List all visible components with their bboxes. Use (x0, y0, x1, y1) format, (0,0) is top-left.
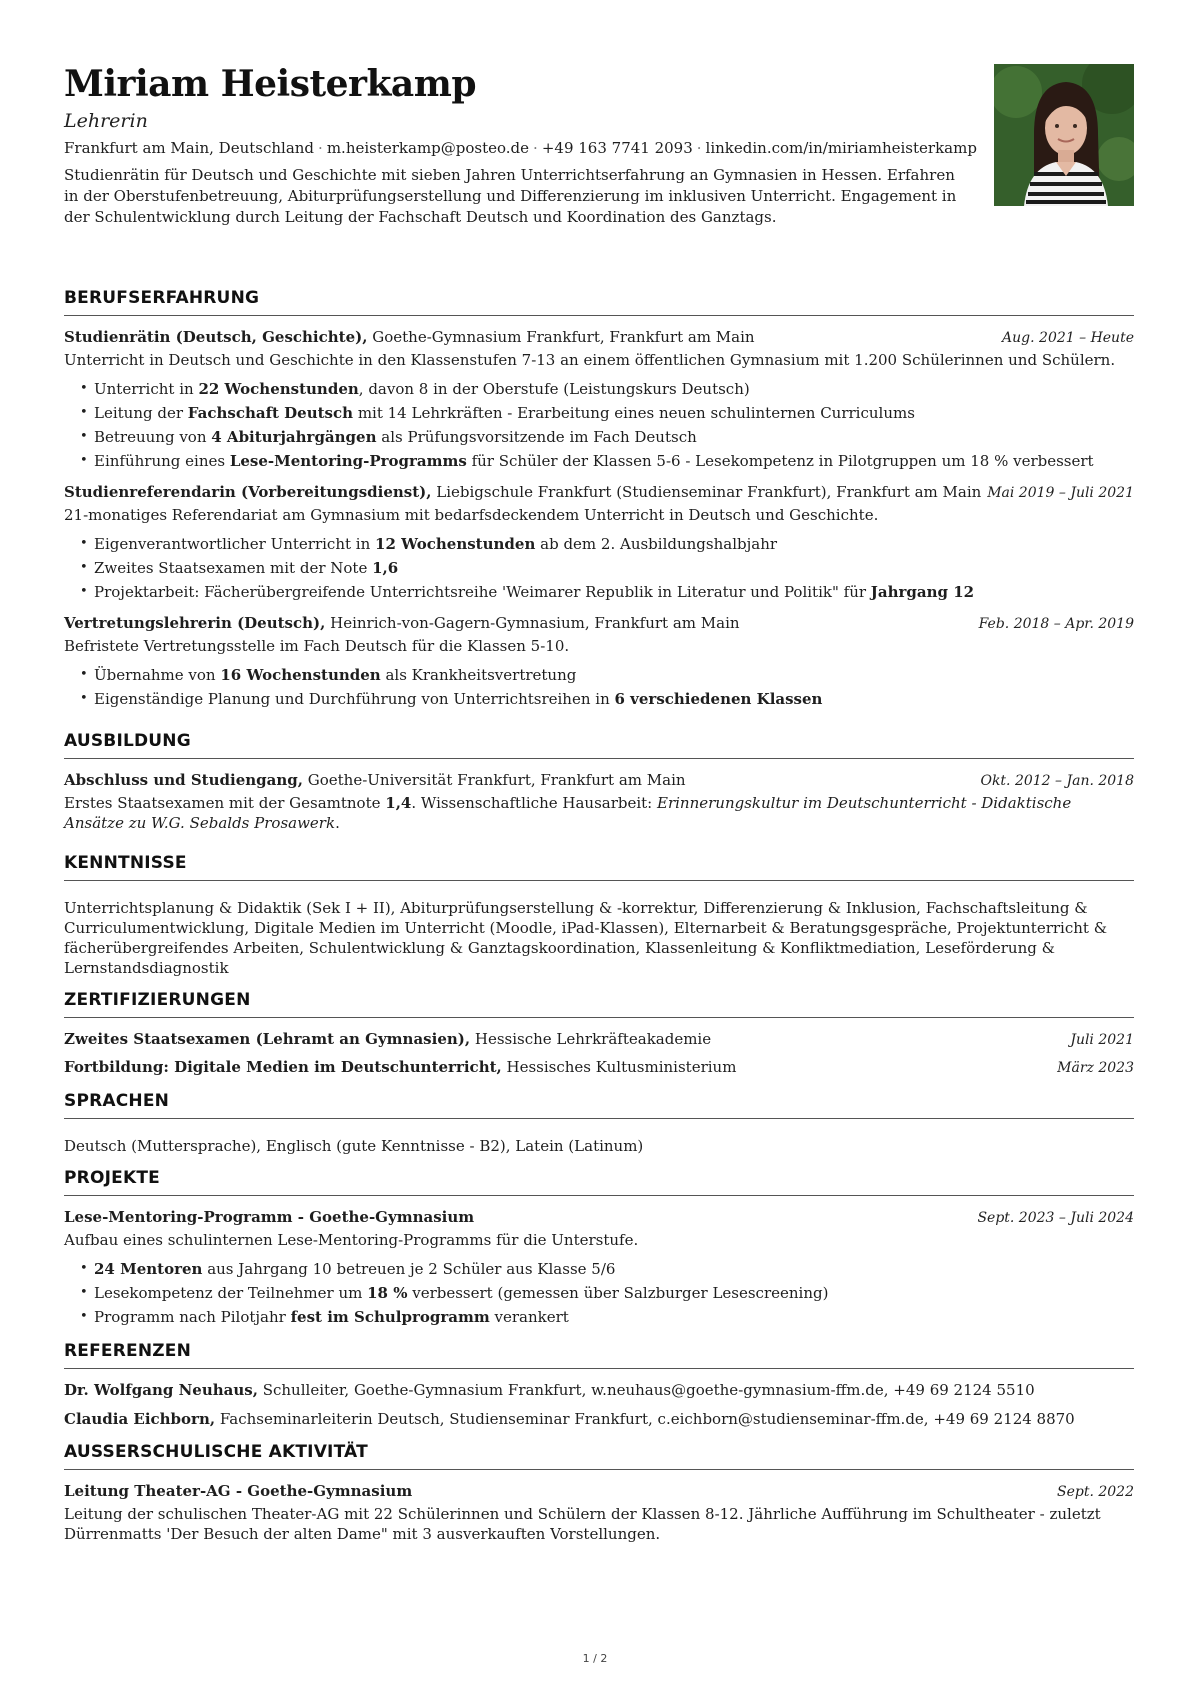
entry-date: Mai 2019 – Juli 2021 (987, 485, 1134, 501)
contact-line (64, 137, 1134, 159)
entry-org: Heinrich-von-Gagern-Gymnasium, Frankfurt am Main (325, 614, 740, 632)
final-grade: 1,4 (385, 794, 412, 812)
entry-date: Aug. 2021 – Heute (1002, 330, 1134, 346)
section-heading: PROJEKTE (64, 1166, 1134, 1196)
project-title: Lese-Mentoring-Programm - Goethe-Gymnasium (64, 1208, 475, 1226)
reference-details: Schulleiter, Goethe-Gymnasium Frankfurt, w.neuhaus@goethe-gymnasium-ffm.de, +49 69 2124 5510 (257, 1381, 1035, 1399)
emphasis-text: Fachschaft Deutsch (187, 404, 354, 422)
bullet-item: • Eigenverantwortlicher Unterricht in 12 Wochenstunden ab dem 2. Ausbildungshalbjahr (80, 532, 1134, 556)
separator: · (318, 139, 323, 157)
skills-text: Unterrichtsplanung & Didaktik (Sek I + II), Abiturprüfungserstellung & -korrektur, Differenzierung & Inklusion, Fachschaftsleitung & Curriculumentwicklung, Digitale Medien im Unterricht (Moodle, iPad-Klassen), Elternarbeit & Beratungsgespräche, Projektunterricht & fächerübergreifendes Arbeiten, Schulentwicklung & Ganztagskoordination, Klassenleitung & Konfliktmediation, Leseförderung & Lernstandsdiagnostik (64, 899, 1108, 977)
separator: · (696, 139, 702, 157)
certification-entry (64, 1057, 1134, 1079)
bullet-list (64, 1257, 1134, 1329)
certification-issuer: Hessische Lehrkräfteakademie (470, 1030, 712, 1048)
bullet-item: • Programm nach Pilotjahr fest im Schulprogramm verankert (80, 1305, 1134, 1329)
entry-date: Feb. 2018 – Apr. 2019 (978, 616, 1134, 632)
skills-section (64, 851, 1134, 978)
project-entry (64, 1207, 1134, 1329)
degree-label: Abschluss und Studiengang, (64, 771, 303, 789)
bullet-item: • Leitung der Fachschaft Deutsch mit 14 Lehrkräften - Erarbeitung eines neuen schulinternen Curriculums (80, 401, 1134, 425)
project-description: Aufbau eines schulinternen Lese-Mentoring-Programms für die Unterstufe. (64, 1231, 639, 1249)
entry-org: Goethe-Gymnasium Frankfurt, Frankfurt am Main (367, 328, 755, 346)
emphasis-text: 12 Wochenstunden (375, 535, 536, 553)
section-heading: REFERENZEN (64, 1339, 1134, 1369)
entry-org: Liebigschule Frankfurt (Studienseminar Frankfurt), Frankfurt am Main (431, 483, 982, 501)
entry-date: Okt. 2012 – Jan. 2018 (980, 773, 1134, 789)
experience-section (64, 286, 1134, 711)
desc-text: Erstes Staatsexamen mit der Gesamtnote (64, 794, 386, 812)
location-text: Frankfurt am Main, Deutschland (64, 139, 315, 157)
entry-role: Studienrätin (Deutsch, Geschichte), (64, 328, 368, 346)
languages-section (64, 1089, 1134, 1156)
bullet-item: • Unterricht in 22 Wochenstunden, davon 8 in der Oberstufe (Leistungskurs Deutsch) (80, 377, 1134, 401)
bullet-item: • Betreuung von 4 Abiturjahrgängen als Prüfungsvorsitzende im Fach Deutsch (80, 425, 1134, 449)
email-link[interactable]: m.heisterkamp@posteo.de (326, 139, 530, 157)
emphasis-text: 22 Wochenstunden (198, 380, 359, 398)
emphasis-text: Jahrgang 12 (870, 583, 975, 601)
entry-description: 21-monatiges Referendariat am Gymnasium mit bedarfsdeckendem Unterricht in Deutsch und Geschichte. (64, 506, 879, 524)
certification-name: Fortbildung: Digitale Medien im Deutschunterricht, (64, 1058, 502, 1076)
reference-name: Claudia Eichborn, (64, 1410, 216, 1428)
emphasis-text: 16 Wochenstunden (220, 666, 381, 684)
entry-date: Juli 2021 (1070, 1032, 1134, 1048)
experience-entry (64, 613, 1134, 711)
entry-date: März 2023 (1057, 1060, 1134, 1076)
education-description (64, 793, 1134, 833)
entry-date: Sept. 2023 – Juli 2024 (977, 1210, 1134, 1226)
bullet-item: • Übernahme von 16 Wochenstunden als Krankheitsvertretung (80, 663, 1134, 687)
bullet-item: • Zweites Staatsexamen mit der Note 1,6 (80, 556, 1134, 580)
emphasis-text: 24 Mentoren (94, 1260, 203, 1278)
resume-header (64, 62, 1134, 268)
reference-entry (64, 1409, 1134, 1430)
job-title: Lehrerin (64, 110, 148, 132)
bullet-item: • Projektarbeit: Fächerübergreifende Unterrichtsreihe 'Weimarer Republik in Literatur und Politik" für Jahrgang 12 (80, 580, 1134, 604)
person-name: Miriam Heisterkamp (64, 63, 477, 105)
section-heading: ZERTIFIZIERUNGEN (64, 988, 1134, 1018)
bullet-item: • 24 Mentoren aus Jahrgang 10 betreuen je 2 Schüler aus Klasse 5/6 (80, 1257, 1134, 1281)
activity-title: Leitung Theater-AG - Goethe-Gymnasium (64, 1482, 413, 1500)
entry-role: Vertretungslehrerin (Deutsch), (64, 614, 326, 632)
emphasis-text: 1,6 (372, 559, 399, 577)
emphasis-text: 18 % (367, 1284, 408, 1302)
separator: · (533, 139, 538, 157)
desc-text: . Wissenschaftliche Hausarbeit: (411, 794, 657, 812)
portrait-photo (994, 64, 1134, 206)
entry-role: Studienreferendarin (Vorbereitungsdienst), (64, 483, 432, 501)
section-heading: SPRACHEN (64, 1089, 1134, 1119)
entry-date: Sept. 2022 (1057, 1484, 1134, 1500)
certification-entry (64, 1029, 1134, 1051)
certification-issuer: Hessisches Kultusministerium (501, 1058, 737, 1076)
emphasis-text: Lese-Mentoring-Programms (229, 452, 467, 470)
section-heading: AUSBILDUNG (64, 729, 1134, 759)
entry-description: Unterricht in Deutsch und Geschichte in den Klassenstufen 7-13 an einem öffentlichen Gymnasium mit 1.200 Schülerinnen und Schülern. (64, 351, 1116, 369)
bullet-item: • Einführung eines Lese-Mentoring-Programms für Schüler der Klassen 5-6 - Lesekompetenz in Pilotgruppen um 18 % verbessert (80, 449, 1134, 473)
certification-name: Zweites Staatsexamen (Lehramt an Gymnasien), (64, 1030, 471, 1048)
emphasis-text: 4 Abiturjahrgängen (211, 428, 377, 446)
section-heading: AUSSERSCHULISCHE AKTIVITÄT (64, 1440, 1134, 1470)
bullet-list (64, 663, 1134, 711)
activity-entry (64, 1481, 1134, 1544)
references-section (64, 1339, 1134, 1430)
desc-text: . (335, 814, 340, 832)
languages-text: Deutsch (Muttersprache), Englisch (gute Kenntnisse - B2), Latein (Latinum) (64, 1137, 644, 1155)
linkedin-link[interactable]: linkedin.com/in/miriamheisterkamp (705, 139, 977, 157)
education-section (64, 729, 1134, 833)
bullet-list (64, 377, 1134, 473)
reference-details: Fachseminarleiterin Deutsch, Studienseminar Frankfurt, c.eichborn@studienseminar-ffm.de, +49 69 2124 8870 (215, 1410, 1075, 1428)
phone-text: +49 163 7741 2093 (541, 139, 693, 157)
section-heading: KENNTNISSE (64, 851, 1134, 881)
university-name: Goethe-Universität Frankfurt, Frankfurt am Main (302, 771, 686, 789)
reference-entry (64, 1380, 1134, 1401)
entry-description: Befristete Vertretungsstelle im Fach Deutsch für die Klassen 5-10. (64, 637, 570, 655)
projects-section (64, 1166, 1134, 1329)
education-entry (64, 770, 1134, 833)
section-heading: BERUFSERFAHRUNG (64, 286, 1134, 316)
reference-name: Dr. Wolfgang Neuhaus, (64, 1381, 258, 1399)
resume-page (64, 62, 1134, 1553)
experience-entry (64, 327, 1134, 473)
page-number: 1 / 2 (582, 1652, 608, 1665)
experience-entry (64, 482, 1134, 604)
thesis-title: Erinnerungskultur im Deutschunterricht - Didaktische Ansätze zu W.G. Sebalds Prosawerk (64, 794, 1072, 832)
profile-summary: Studienrätin für Deutsch und Geschichte mit sieben Jahren Unterrichtserfahrung an Gymnasien in Hessen. Erfahren in der Oberstufenbetreuung, Abiturprüfungserstellung und Differenzierung im inklusiven Unterricht. Engagement in der Schulentwicklung durch Leitung der Fachschaft Deutsch und Koordination des Ganztags. (64, 166, 957, 226)
bullet-item: • Eigenständige Planung und Durchführung von Unterrichtsreihen in 6 verschiedenen Klassen (80, 687, 1134, 711)
emphasis-text: 6 verschiedenen Klassen (614, 690, 823, 708)
activity-description: Leitung der schulischen Theater-AG mit 22 Schülerinnen und Schülern der Klassen 8-12. Jährliche Aufführung im Schultheater - zuletzt Dürrenmatts 'Der Besuch der alten Dame" mit 3 ausverkauften Vorstellungen. (64, 1505, 1101, 1543)
bullet-list (64, 532, 1134, 604)
activities-section (64, 1440, 1134, 1544)
bullet-item: • Lesekompetenz der Teilnehmer um 18 % verbessert (gemessen über Salzburger Lesescreening) (80, 1281, 1134, 1305)
certifications-section (64, 988, 1134, 1079)
emphasis-text: fest im Schulprogramm (290, 1308, 490, 1326)
